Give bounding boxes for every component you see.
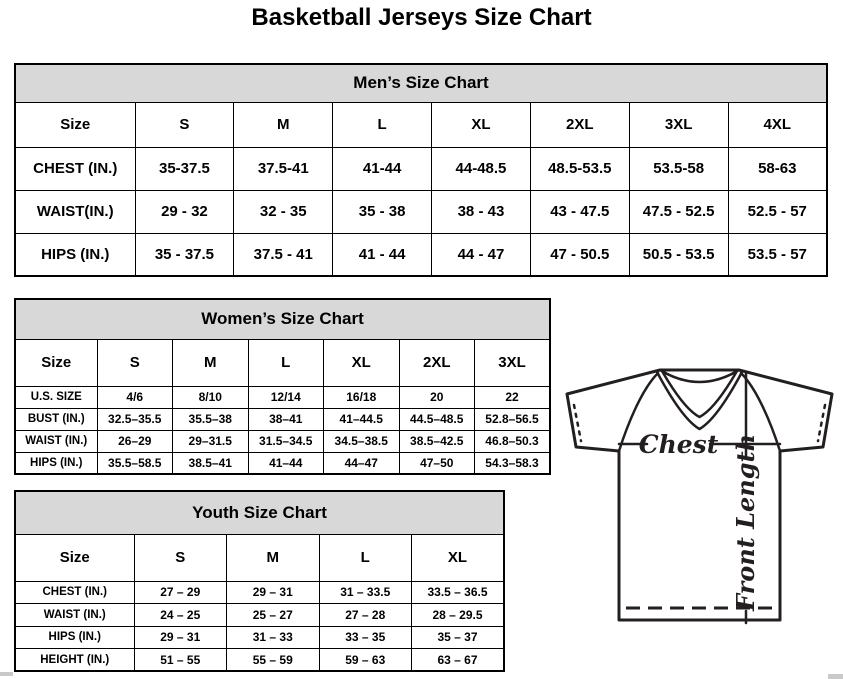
womens-ussize-2xl: 20	[399, 386, 475, 408]
youth-height-xl: 63 – 67	[412, 649, 505, 672]
table-row	[15, 430, 550, 452]
jersey-outline	[567, 370, 832, 620]
mens-col-2xl: 2XL	[530, 102, 629, 147]
table-row	[15, 581, 504, 604]
womens-hips-3xl: 54.3–58.3	[475, 452, 551, 474]
youth-waist-l: 27 – 28	[319, 604, 412, 627]
mens-chest-xl: 44-48.5	[432, 147, 531, 190]
youth-waist-xl: 28 – 29.5	[412, 604, 505, 627]
womens-table-header-band	[15, 299, 550, 339]
mens-hips-xl: 44 - 47	[432, 233, 531, 276]
youth-chest-l: 31 – 33.5	[319, 581, 412, 604]
table-row	[15, 649, 504, 672]
youth-hips-l: 33 – 35	[319, 626, 412, 649]
womens-col-size: Size	[15, 339, 97, 386]
youth-height-m: 55 – 59	[227, 649, 320, 672]
youth-hips-xl: 35 – 37	[412, 626, 505, 649]
womens-bust-xl: 41–44.5	[324, 408, 400, 430]
mens-table-header-band	[15, 64, 827, 102]
youth-height-l: 59 – 63	[319, 649, 412, 672]
womens-bust-s: 32.5–35.5	[97, 408, 173, 430]
chest-label: Chest	[638, 430, 719, 459]
youth-row-label-hips: HIPS (IN.)	[15, 626, 134, 649]
mens-waist-s: 29 - 32	[135, 190, 234, 233]
womens-row-label-bust: BUST (IN.)	[15, 408, 97, 430]
mens-hips-m: 37.5 - 41	[234, 233, 333, 276]
womens-bust-l: 38–41	[248, 408, 324, 430]
youth-table-header-band	[15, 491, 504, 534]
mens-col-s: S	[135, 102, 234, 147]
womens-row-label-waist: WAIST (IN.)	[15, 430, 97, 452]
youth-col-m: M	[227, 534, 320, 581]
table-row	[15, 604, 504, 627]
jersey-measurement-diagram	[556, 361, 843, 627]
mens-waist-xl: 38 - 43	[432, 190, 531, 233]
mens-chest-2xl: 48.5-53.5	[530, 147, 629, 190]
womens-hips-xl: 44–47	[324, 452, 400, 474]
womens-hips-2xl: 47–50	[399, 452, 475, 474]
youth-row-label-waist: WAIST (IN.)	[15, 604, 134, 627]
mens-hips-l: 41 - 44	[333, 233, 432, 276]
mens-chest-l: 41-44	[333, 147, 432, 190]
womens-waist-3xl: 46.8–50.3	[475, 430, 551, 452]
womens-ussize-l: 12/14	[248, 386, 324, 408]
womens-col-3xl: 3XL	[475, 339, 551, 386]
mens-waist-2xl: 43 - 47.5	[530, 190, 629, 233]
mens-chest-s: 35-37.5	[135, 147, 234, 190]
womens-ussize-3xl: 22	[475, 386, 551, 408]
youth-chest-s: 27 – 29	[134, 581, 227, 604]
front-length-label: Front Length	[731, 433, 760, 611]
womens-size-table	[14, 298, 551, 475]
youth-col-xl: XL	[412, 534, 505, 581]
womens-ussize-m: 8/10	[173, 386, 249, 408]
table-row	[15, 452, 550, 474]
mens-col-4xl: 4XL	[728, 102, 827, 147]
mens-hips-s: 35 - 37.5	[135, 233, 234, 276]
table-row	[15, 408, 550, 430]
youth-row-label-chest: CHEST (IN.)	[15, 581, 134, 604]
table-row	[15, 147, 827, 190]
youth-table-title: Youth Size Chart	[15, 491, 504, 534]
mens-table-title: Men’s Size Chart	[15, 64, 827, 102]
mens-waist-4xl: 52.5 - 57	[728, 190, 827, 233]
mens-col-xl: XL	[432, 102, 531, 147]
womens-hips-s: 35.5–58.5	[97, 452, 173, 474]
mens-size-table	[14, 63, 828, 277]
youth-waist-m: 25 – 27	[227, 604, 320, 627]
youth-column-header-row	[15, 534, 504, 581]
womens-bust-3xl: 52.8–56.5	[475, 408, 551, 430]
youth-col-s: S	[134, 534, 227, 581]
mens-col-m: M	[234, 102, 333, 147]
mens-row-label-waist: WAIST(IN.)	[15, 190, 135, 233]
womens-hips-m: 38.5–41	[173, 452, 249, 474]
mens-chest-m: 37.5-41	[234, 147, 333, 190]
table-row	[15, 190, 827, 233]
womens-row-label-hips: HIPS (IN.)	[15, 452, 97, 474]
mens-waist-m: 32 - 35	[234, 190, 333, 233]
mens-col-l: L	[333, 102, 432, 147]
youth-chest-xl: 33.5 – 36.5	[412, 581, 505, 604]
womens-col-m: M	[173, 339, 249, 386]
table-row	[15, 626, 504, 649]
womens-bust-2xl: 44.5–48.5	[399, 408, 475, 430]
youth-chest-m: 29 – 31	[227, 581, 320, 604]
youth-row-label-height: HEIGHT (IN.)	[15, 649, 134, 672]
womens-table-title: Women’s Size Chart	[15, 299, 550, 339]
mens-chest-3xl: 53.5-58	[629, 147, 728, 190]
mens-col-3xl: 3XL	[629, 102, 728, 147]
table-row	[15, 386, 550, 408]
mens-chest-4xl: 58-63	[728, 147, 827, 190]
scrollbar-fragment-left[interactable]	[0, 672, 13, 676]
mens-waist-l: 35 - 38	[333, 190, 432, 233]
mens-hips-3xl: 50.5 - 53.5	[629, 233, 728, 276]
mens-hips-2xl: 47 - 50.5	[530, 233, 629, 276]
youth-hips-s: 29 – 31	[134, 626, 227, 649]
scrollbar-fragment-right[interactable]	[828, 674, 843, 679]
youth-waist-s: 24 – 25	[134, 604, 227, 627]
youth-col-l: L	[319, 534, 412, 581]
page-title: Basketball Jerseys Size Chart	[251, 4, 592, 31]
womens-waist-s: 26–29	[97, 430, 173, 452]
womens-waist-l: 31.5–34.5	[248, 430, 324, 452]
womens-col-l: L	[248, 339, 324, 386]
womens-ussize-xl: 16/18	[324, 386, 400, 408]
table-row	[15, 233, 827, 276]
youth-col-size: Size	[15, 534, 134, 581]
womens-waist-m: 29–31.5	[173, 430, 249, 452]
womens-waist-xl: 34.5–38.5	[324, 430, 400, 452]
jersey-collar-outer-v	[657, 372, 742, 429]
mens-row-label-hips: HIPS (IN.)	[15, 233, 135, 276]
mens-waist-3xl: 47.5 - 52.5	[629, 190, 728, 233]
womens-col-2xl: 2XL	[399, 339, 475, 386]
youth-size-table	[14, 490, 505, 672]
womens-bust-m: 35.5–38	[173, 408, 249, 430]
youth-hips-m: 31 – 33	[227, 626, 320, 649]
womens-waist-2xl: 38.5–42.5	[399, 430, 475, 452]
mens-row-label-chest: CHEST (IN.)	[15, 147, 135, 190]
womens-row-label-ussize: U.S. SIZE	[15, 386, 97, 408]
mens-col-size: Size	[15, 102, 135, 147]
jersey-collar-back-curve	[660, 370, 739, 382]
womens-col-xl: XL	[324, 339, 400, 386]
mens-column-header-row	[15, 102, 827, 147]
youth-height-s: 51 – 55	[134, 649, 227, 672]
womens-ussize-s: 4/6	[97, 386, 173, 408]
mens-hips-4xl: 53.5 - 57	[728, 233, 827, 276]
womens-column-header-row	[15, 339, 550, 386]
womens-col-s: S	[97, 339, 173, 386]
womens-hips-l: 41–44	[248, 452, 324, 474]
